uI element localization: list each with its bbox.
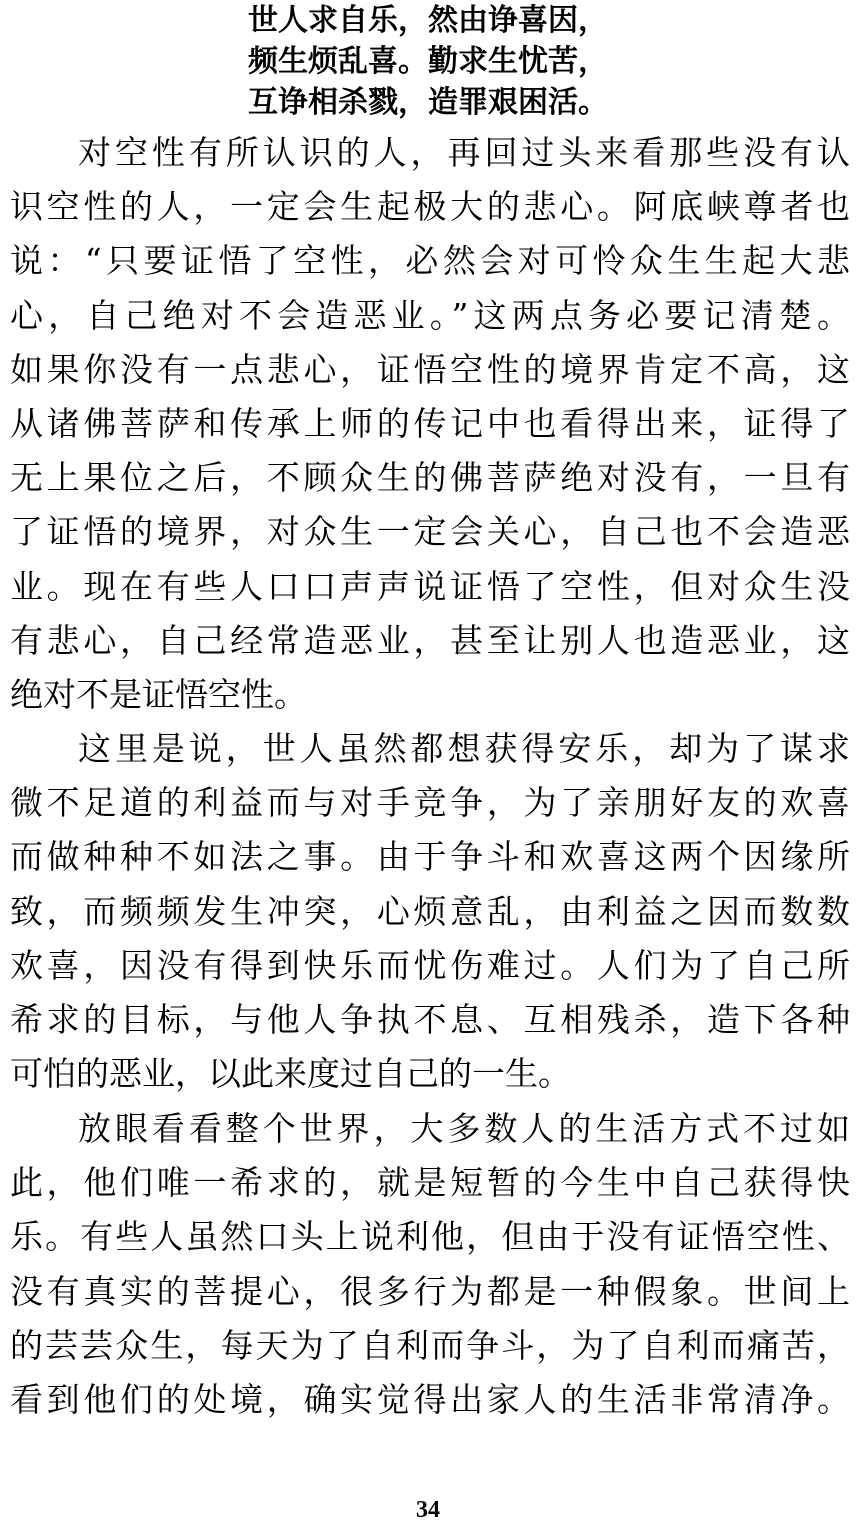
text-line: 如果你没有一点悲心，证悟空性的境界肯定不高，这 xyxy=(10,349,850,389)
text-line: 心，自己绝对不会造恶业。”这两点务必要记清楚。 xyxy=(10,295,850,335)
text-line: 无上果位之后，不顾众生的佛菩萨绝对没有，一旦有 xyxy=(10,458,850,498)
text-line: 业。现在有些人口口声声说证悟了空性，但对众生没 xyxy=(10,566,850,606)
text-line: 致，而频频发生冲突，心烦意乱，由利益之因而数数 xyxy=(10,891,850,931)
text-line: 乐。有些人虽然口头上说利他，但由于没有证悟空性、 xyxy=(10,1217,850,1257)
verse-line: 频生烦乱喜。勤求生忧苦， xyxy=(248,44,608,79)
text-line: 微不足道的利益而与对手竞争，为了亲朋好友的欢喜 xyxy=(10,783,850,823)
text-line: 对空性有所认识的人，再回过头来看那些没有认 xyxy=(78,133,850,172)
text-line: 欢喜，因没有得到快乐而忧伤难过。人们为了自己所 xyxy=(10,945,850,985)
text-line: 说：“只要证悟了空性，必然会对可怜众生生起大悲 xyxy=(10,241,850,281)
verse-block xyxy=(0,0,856,123)
text-line: 绝对不是证悟空性。 xyxy=(10,674,307,714)
text-line: 放眼看看整个世界，大多数人的生活方式不过如 xyxy=(78,1109,850,1148)
text-line: 了证悟的境界，对众生一定会关心，自己也不会造恶 xyxy=(10,512,850,552)
text-line: 而做种种不如法之事。由于争斗和欢喜这两个因缘所 xyxy=(10,837,850,877)
text-line: 的芸芸众生，每天为了自利而争斗，为了自利而痛苦， xyxy=(10,1325,850,1365)
text-line: 看到他们的处境，确实觉得出家人的生活非常清净。 xyxy=(10,1379,850,1419)
text-line: 希求的目标，与他人争执不息、互相残杀，造下各种 xyxy=(10,999,850,1039)
paragraph-2 xyxy=(10,722,850,1101)
text-line: 可怕的恶业，以此来度过自己的一生。 xyxy=(10,1054,571,1094)
text-line: 此，他们唯一希求的，就是短暂的今生中自己获得快 xyxy=(10,1163,850,1203)
text-line: 没有真实的菩提心，很多行为都是一种假象。世间上 xyxy=(10,1271,850,1311)
paragraph-3 xyxy=(10,1102,850,1427)
text-line: 有悲心，自己经常造恶业，甚至让别人也造恶业，这 xyxy=(10,620,850,660)
verse-line: 互诤相杀戮，造罪艰困活。 xyxy=(248,85,608,120)
text-line: 识空性的人，一定会生起极大的悲心。阿底峡尊者也 xyxy=(10,187,850,227)
text-line: 从诸佛菩萨和传承上师的传记中也看得出来，证得了 xyxy=(10,403,850,443)
paragraph-1 xyxy=(10,126,850,722)
verse-line: 世人求自乐，然由诤喜因， xyxy=(248,3,608,38)
page-number: 34 xyxy=(416,1497,440,1523)
text-line: 这里是说，世人虽然都想获得安乐，却为了谋求 xyxy=(78,729,850,768)
